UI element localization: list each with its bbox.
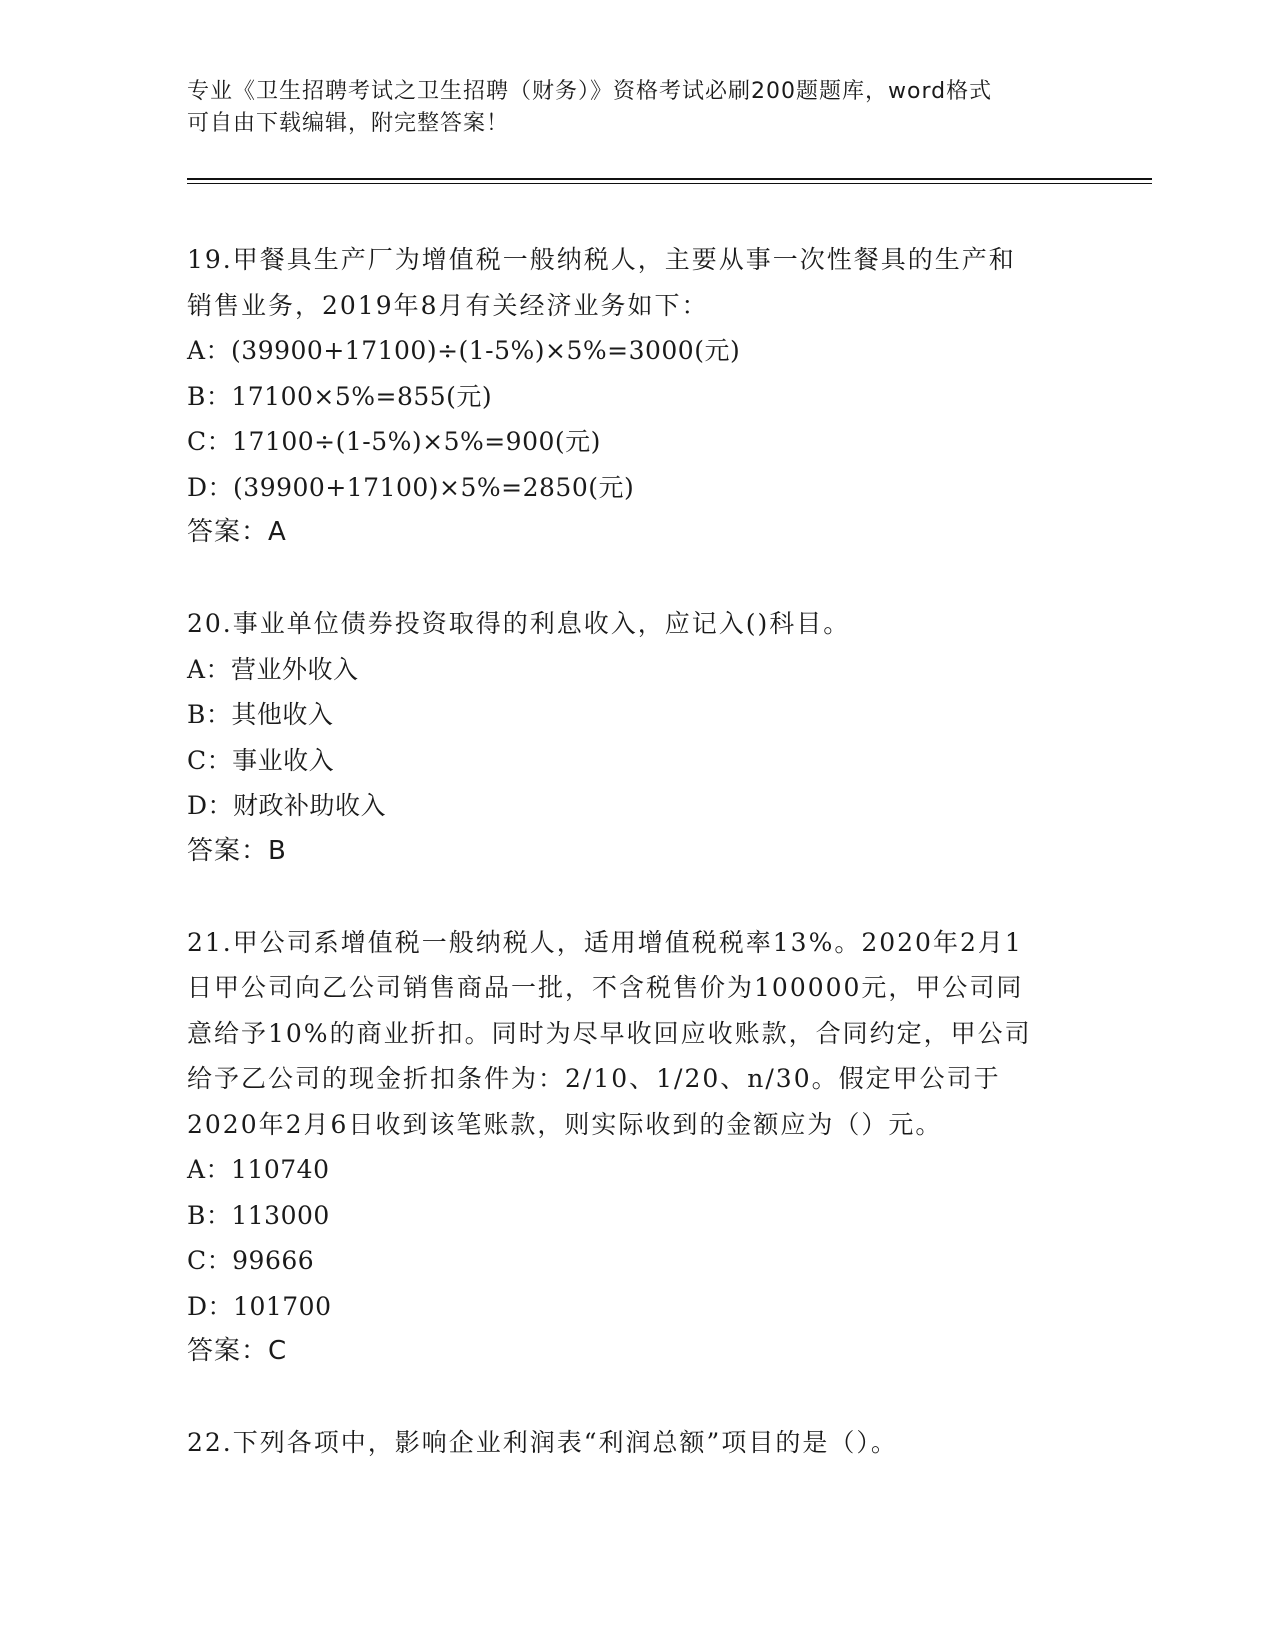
question-gap [187,874,1087,920]
option-b: B：113000 [187,1200,330,1230]
header-divider-thin [187,183,1152,184]
header-title-line-2: 可自由下载编辑，附完整答案！ [187,111,510,136]
option-b: B：其他收入 [187,700,334,729]
option-d: D：(39900+17100)×5%=2850(元) [187,472,635,502]
question-20 [187,601,1087,874]
question-stem [187,920,1087,1148]
answer-label: 答案：C [187,1336,288,1366]
option-a: A：110740 [187,1155,330,1184]
question-stem-line: 2020年2月6日收到该笔账款，则实际收到的金额应为（）元。 [187,1109,943,1139]
question-stem [187,601,1087,647]
option-d: D：财政补助收入 [187,791,387,820]
option-b: B：17100×5%=855(元) [187,381,493,411]
question-stem-line: 19.甲餐具生产厂为增值税一般纳税人，主要从事一次性餐具的生产和 [187,245,1016,274]
document-header [187,76,1087,140]
question-22 [187,1420,1087,1466]
question-stem-line: 21.甲公司系增值税一般纳税人，适用增值税税率13%。2020年2月1 [187,927,1023,957]
question-list [187,237,1087,1466]
question-stem-line: 意给予10%的商业折扣。同时为尽早收回应收账款，合同约定，甲公司 [187,1018,1032,1048]
header-divider-thick [187,178,1152,180]
option-c: C：17100÷(1-5%)×5%=900(元) [187,427,601,456]
option-c: C：99666 [187,1246,315,1275]
question-21 [187,920,1087,1375]
option-a: A：(39900+17100)÷(1-5%)×5%=3000(元) [187,336,741,365]
answer-label: 答案：B [187,835,287,866]
option-c: C：事业收入 [187,745,335,775]
answer-label: 答案：A [187,517,287,547]
option-a: A：营业外收入 [187,654,359,684]
question-gap [187,1375,1087,1421]
question-stem-line: 给予乙公司的现金折扣条件为：2/10、1/20、n/30。假定甲公司于 [187,1064,1001,1093]
option-d: D：101700 [187,1291,332,1321]
question-stem [187,1420,1087,1466]
question-gap [187,556,1087,602]
question-stem-line: 20.事业单位债券投资取得的利息收入，应记入()科目。 [187,609,851,638]
question-stem-line: 22.下列各项中，影响企业利润表“利润总额”项目的是（）。 [187,1428,898,1457]
header-title-line-1: 专业《卫生招聘考试之卫生招聘（财务）》资格考试必刷200题题库，word格式 [187,79,993,104]
question-stem-line: 销售业务，2019年8月有关经济业务如下： [187,290,709,320]
question-19 [187,237,1087,556]
question-stem-line: 日甲公司向乙公司销售商品一批，不含税售价为100000元，甲公司同 [187,973,1024,1002]
question-stem [187,237,1087,328]
